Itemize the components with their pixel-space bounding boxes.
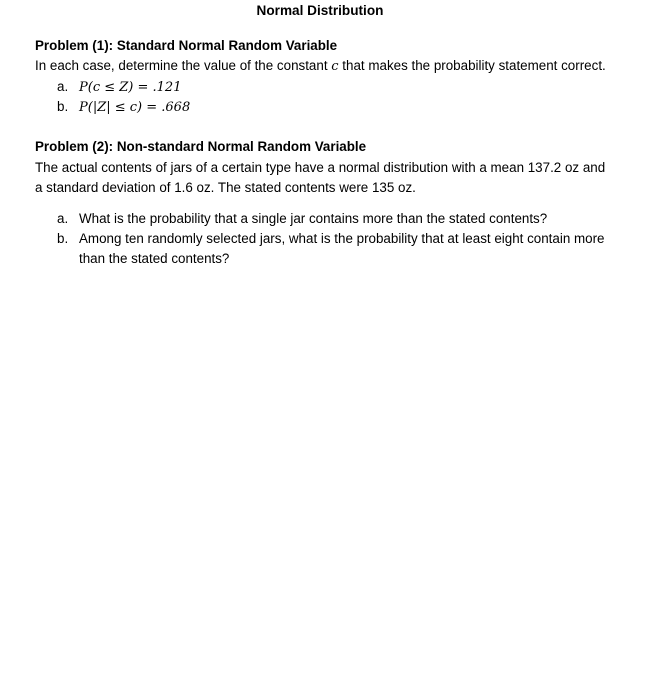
problem-2-intro-line-1: The actual contents of jars of a certain type have a normal distribution with a mean 137.2 oz and xyxy=(35,160,606,175)
probability-expression: P(c ≤ Z) = .121 xyxy=(79,80,182,95)
item-marker: b. xyxy=(57,99,69,114)
problem-1-intro xyxy=(35,56,620,77)
problem-1-intro-before: In each case, determine the value of the constant xyxy=(35,58,332,73)
problem-2-intro xyxy=(35,158,620,198)
item-text: What is the probability that a single jar contains more than the stated contents? xyxy=(79,211,548,226)
item-marker: b. xyxy=(57,231,69,246)
probability-expression: P(|Z| ≤ c) = .668 xyxy=(79,100,191,115)
item-marker: a. xyxy=(57,79,69,94)
problem-1-item-b xyxy=(57,97,627,118)
document-title: Normal Distribution xyxy=(256,3,384,18)
problem-1-heading: Problem (1): Standard Normal Random Variable xyxy=(35,38,338,53)
item-marker: a. xyxy=(57,211,69,226)
problem-2-intro-line-2: a standard deviation of 1.6 oz. The stated contents were 135 oz. xyxy=(35,180,416,195)
problem-2-item-b xyxy=(57,229,627,269)
problem-1-intro-after: that makes the probability statement correct. xyxy=(338,58,606,73)
problem-1-item-a xyxy=(57,77,627,98)
item-text-line-1: Among ten randomly selected jars, what is the probability that at least eight contain more xyxy=(79,231,605,246)
problem-2-heading: Problem (2): Non-standard Normal Random Variable xyxy=(35,139,367,154)
constant-c: c xyxy=(331,59,339,74)
problem-2-item-a xyxy=(57,209,627,229)
item-text-line-2: than the stated contents? xyxy=(79,251,230,266)
